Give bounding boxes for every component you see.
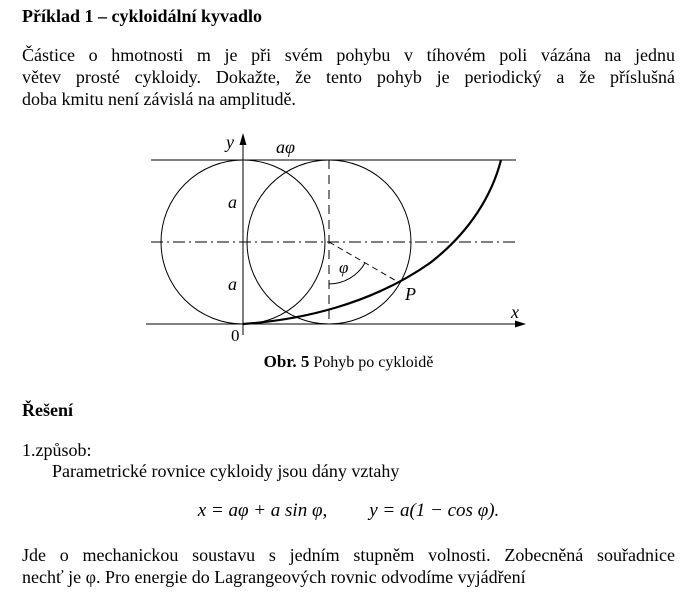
label-a-lower: a [228, 274, 237, 294]
closing-line-1: Jde o mechanickou soustavu s jedním stupněm volnosti. Zobecněná souřadnice [22, 545, 675, 565]
closing-line-2: nechť je φ. Pro energie do Lagrangeových rovnic odvodíme vyjádření [22, 567, 526, 587]
label-y: y [226, 132, 234, 152]
parametric-equations [0, 500, 697, 522]
closing-paragraph [22, 544, 675, 588]
method-label: 1.způsob: [22, 440, 92, 460]
problem-line-3: doba kmitu není závislá na amplitudě. [22, 89, 296, 109]
intro-text: Parametrické rovnice cykloidy jsou dány vztahy [52, 461, 400, 481]
caption-label: Obr. 5 [263, 352, 310, 371]
equation-y: y = a(1 − cos φ). [369, 500, 500, 521]
label-P: P [405, 284, 416, 304]
problem-title: Příklad 1 – cykloidální kyvadlo [22, 6, 263, 26]
problem-line-1: Částice o hmotnosti m je při svém pohybu v tíhovém poli vázána na jednu [22, 45, 675, 65]
label-origin: 0 [231, 326, 240, 345]
label-a-phi: aφ [276, 137, 295, 157]
label-a-upper: a [228, 192, 237, 212]
y-axis-arrow [240, 133, 247, 145]
label-phi: φ [339, 258, 349, 277]
equation-x: x = aφ + a sin φ, [197, 500, 328, 521]
label-x: x [511, 302, 519, 322]
problem-line-2: větev prosté cykloidy. Dokažte, že tento pohyb je periodický a že příslušná [22, 67, 675, 87]
caption-text: Pohyb po cykloidě [313, 354, 434, 371]
figure-caption [0, 352, 697, 372]
solution-title: Řešení [22, 400, 73, 420]
